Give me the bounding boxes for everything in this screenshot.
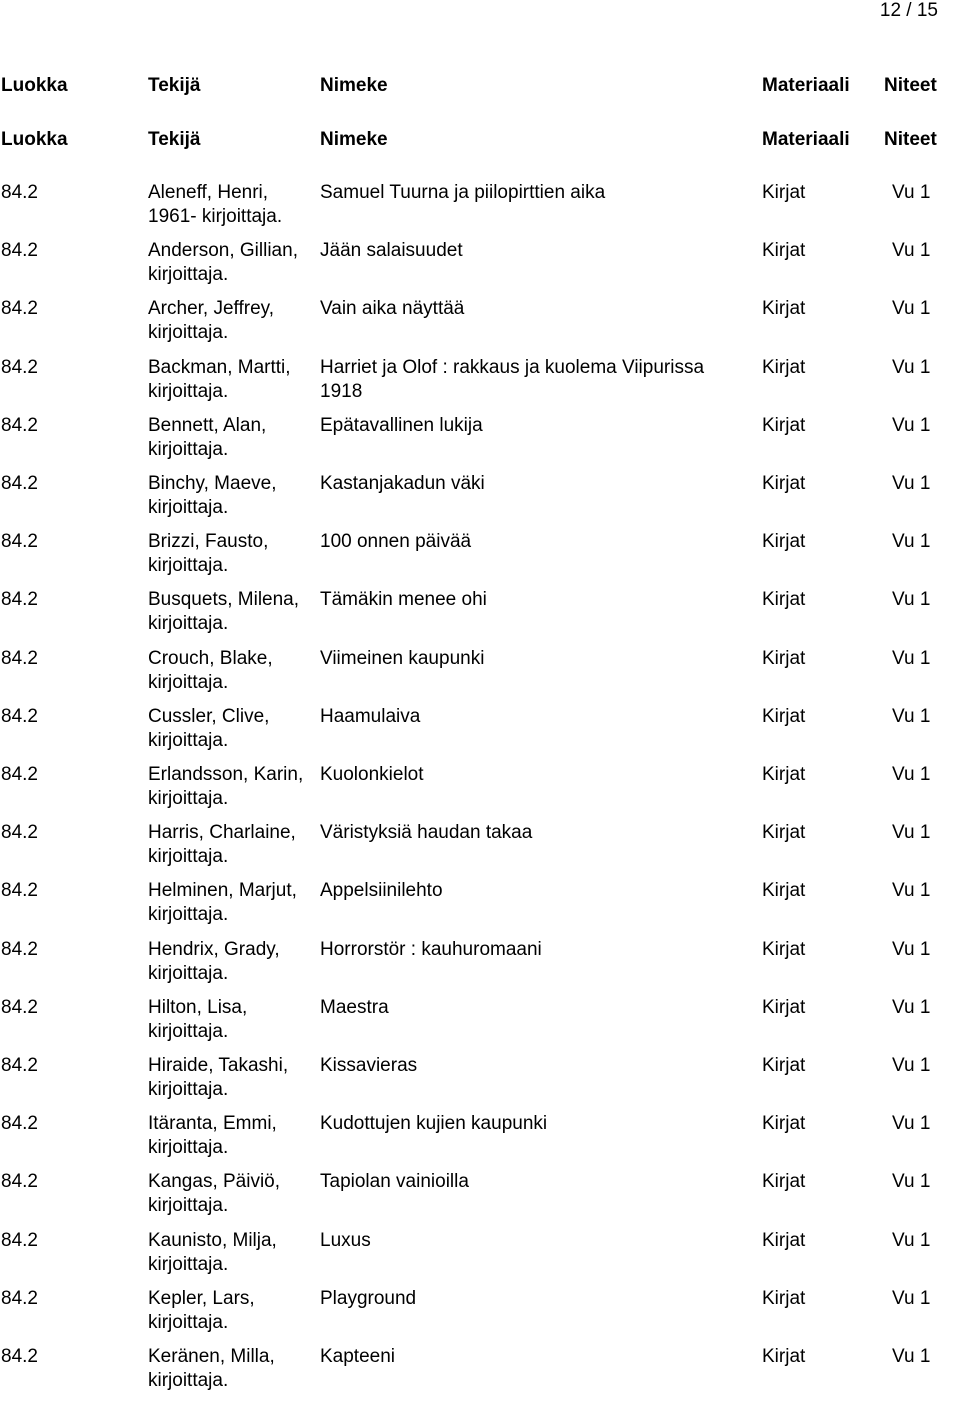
author-name: Harris, Charlaine, [148,822,296,843]
author-name: Backman, Martti, [148,357,291,378]
cell-luokka: 84.2 [1,822,38,843]
cell-nimeke [320,588,750,612]
cell-niteet: Vu 1 [892,240,931,261]
cell-materiaali: Kirjat [762,1113,806,1134]
header-tekija: Tekijä [148,75,201,96]
cell-nimeke [320,1287,750,1311]
cell-materiaali: Kirjat [762,997,806,1018]
cell-tekija [148,647,318,695]
title-line: Appelsiinilehto [320,880,443,901]
author-name: Binchy, Maeve, [148,473,277,494]
cell-niteet: Vu 1 [892,1113,931,1134]
cell-nimeke [320,181,750,205]
cell-tekija [148,938,318,986]
cell-niteet: Vu 1 [892,997,931,1018]
cell-luokka: 84.2 [1,531,38,552]
cell-materiaali: Kirjat [762,939,806,960]
cell-tekija [148,414,318,462]
cell-nimeke [320,1229,750,1253]
title-line: Tämäkin menee ohi [320,589,487,610]
cell-luokka: 84.2 [1,939,38,960]
author-name: Archer, Jeffrey, [148,298,275,319]
title-line: Kastanjakadun väki [320,473,485,494]
cell-tekija [148,763,318,811]
header-tekija: Tekijä [148,129,201,150]
cell-tekija [148,1345,318,1393]
author-role: kirjoittaja. [148,1370,229,1391]
author-role: kirjoittaja. [148,1079,229,1100]
author-name: Erlandsson, Karin, [148,764,304,785]
table-row [0,472,960,530]
author-role: kirjoittaja. [148,613,229,634]
cell-niteet: Vu 1 [892,1171,931,1192]
cell-nimeke [320,356,750,404]
author-role: kirjoittaja. [148,322,229,343]
cell-luokka: 84.2 [1,706,38,727]
cell-tekija [148,1054,318,1102]
cell-nimeke [320,1345,750,1369]
table-row [0,821,960,879]
cell-tekija [148,705,318,753]
header-niteet: Niteet [884,75,937,96]
cell-materiaali: Kirjat [762,473,806,494]
table-row [0,181,960,239]
cell-luokka: 84.2 [1,1230,38,1251]
cell-nimeke [320,647,750,671]
author-role: kirjoittaja. [148,730,229,751]
table-row [0,297,960,355]
cell-niteet: Vu 1 [892,880,931,901]
cell-niteet: Vu 1 [892,1055,931,1076]
cell-materiaali: Kirjat [762,415,806,436]
cell-materiaali: Kirjat [762,298,806,319]
cell-nimeke [320,879,750,903]
title-line: Harriet ja Olof : rakkaus ja kuolema Viipurissa [320,357,705,378]
title-line: Epätavallinen lukija [320,415,483,436]
table-row [0,938,960,996]
title-line: Luxus [320,1230,371,1251]
cell-luokka: 84.2 [1,1113,38,1134]
cell-materiaali: Kirjat [762,1288,806,1309]
header-nimeke: Nimeke [320,75,388,96]
author-name: Hilton, Lisa, [148,997,248,1018]
cell-nimeke [320,705,750,729]
author-role: kirjoittaja. [148,963,229,984]
table-row [0,1287,960,1345]
cell-niteet: Vu 1 [892,939,931,960]
author-name: Busquets, Milena, [148,589,300,610]
table-row [0,647,960,705]
header-luokka: Luokka [1,75,68,96]
cell-luokka: 84.2 [1,1346,38,1367]
author-role: kirjoittaja. [148,672,229,693]
cell-tekija [148,530,318,578]
cell-niteet: Vu 1 [892,764,931,785]
cell-nimeke [320,821,750,845]
author-name: Hiraide, Takashi, [148,1055,289,1076]
cell-nimeke [320,239,750,263]
title-line: Kudottujen kujien kaupunki [320,1113,548,1134]
cell-tekija [148,1170,318,1218]
cell-tekija [148,239,318,287]
author-name: Kaunisto, Milja, [148,1230,277,1251]
author-role: kirjoittaja. [148,439,229,460]
cell-materiaali: Kirjat [762,182,806,203]
cell-nimeke [320,297,750,321]
cell-nimeke [320,1170,750,1194]
author-role: kirjoittaja. [148,1312,229,1333]
cell-nimeke [320,472,750,496]
author-role: 1961- kirjoittaja. [148,206,283,227]
table-header-repeat [0,128,960,152]
author-name: Anderson, Gillian, [148,240,298,261]
cell-nimeke [320,414,750,438]
cell-nimeke [320,1054,750,1078]
author-name: Aleneff, Henri, [148,182,269,203]
cell-luokka: 84.2 [1,1288,38,1309]
cell-tekija [148,472,318,520]
author-role: kirjoittaja. [148,1137,229,1158]
cell-nimeke [320,1112,750,1136]
author-role: kirjoittaja. [148,497,229,518]
cell-materiaali: Kirjat [762,240,806,261]
cell-niteet: Vu 1 [892,357,931,378]
cell-luokka: 84.2 [1,764,38,785]
cell-tekija [148,181,318,229]
table-row [0,763,960,821]
title-line: Kapteeni [320,1346,396,1367]
cell-tekija [148,879,318,927]
title-line: Kissavieras [320,1055,418,1076]
author-name: Itäranta, Emmi, [148,1113,277,1134]
title-line: Viimeinen kaupunki [320,648,485,669]
cell-materiaali: Kirjat [762,764,806,785]
table-header [0,74,960,98]
author-role: kirjoittaja. [148,381,229,402]
cell-niteet: Vu 1 [892,298,931,319]
header-materiaali: Materiaali [762,129,850,150]
author-name: Kangas, Päiviö, [148,1171,281,1192]
cell-materiaali: Kirjat [762,880,806,901]
cell-materiaali: Kirjat [762,357,806,378]
header-nimeke: Nimeke [320,129,388,150]
author-name: Cussler, Clive, [148,706,270,727]
title-line: Haamulaiva [320,706,421,727]
author-role: kirjoittaja. [148,1195,229,1216]
author-role: kirjoittaja. [148,1254,229,1275]
page-indicator: 12 / 15 [879,0,938,21]
cell-niteet: Vu 1 [892,589,931,610]
cell-materiaali: Kirjat [762,706,806,727]
cell-nimeke [320,938,750,962]
cell-luokka: 84.2 [1,648,38,669]
header-materiaali: Materiaali [762,75,850,96]
cell-materiaali: Kirjat [762,648,806,669]
author-role: kirjoittaja. [148,555,229,576]
table-row [0,1345,960,1403]
cell-niteet: Vu 1 [892,415,931,436]
table-row [0,705,960,763]
title-line: Kuolonkielot [320,764,424,785]
cell-tekija [148,356,318,404]
cell-niteet: Vu 1 [892,1346,931,1367]
cell-luokka: 84.2 [1,357,38,378]
author-role: kirjoittaja. [148,1021,229,1042]
author-name: Keränen, Milla, [148,1346,275,1367]
cell-luokka: 84.2 [1,415,38,436]
cell-luokka: 84.2 [1,1055,38,1076]
table-row [0,588,960,646]
cell-tekija [148,1287,318,1335]
cell-tekija [148,1229,318,1277]
cell-materiaali: Kirjat [762,1171,806,1192]
cell-tekija [148,297,318,345]
cell-luokka: 84.2 [1,589,38,610]
table-row [0,414,960,472]
cell-materiaali: Kirjat [762,1346,806,1367]
cell-luokka: 84.2 [1,473,38,494]
cell-niteet: Vu 1 [892,182,931,203]
table-row [0,356,960,414]
cell-luokka: 84.2 [1,997,38,1018]
cell-nimeke [320,530,750,554]
title-line: Väristyksiä haudan takaa [320,822,533,843]
title-line: Jään salaisuudet [320,240,463,261]
header-luokka: Luokka [1,129,68,150]
cell-tekija [148,1112,318,1160]
title-line: 100 onnen päivää [320,531,472,552]
cell-tekija [148,996,318,1044]
table-row [0,530,960,588]
table-row [0,239,960,297]
author-name: Bennett, Alan, [148,415,267,436]
author-role: kirjoittaja. [148,788,229,809]
author-role: kirjoittaja. [148,264,229,285]
cell-niteet: Vu 1 [892,648,931,669]
cell-nimeke [320,763,750,787]
table-row [0,1112,960,1170]
table-row [0,1229,960,1287]
table-row [0,1170,960,1228]
cell-niteet: Vu 1 [892,1230,931,1251]
cell-luokka: 84.2 [1,240,38,261]
table-row [0,1054,960,1112]
title-line-2: 1918 [320,381,363,402]
cell-materiaali: Kirjat [762,822,806,843]
cell-niteet: Vu 1 [892,822,931,843]
cell-luokka: 84.2 [1,1171,38,1192]
title-line: Horrorstör : kauhuromaani [320,939,542,960]
cell-tekija [148,588,318,636]
cell-niteet: Vu 1 [892,706,931,727]
table-row [0,879,960,937]
author-role: kirjoittaja. [148,846,229,867]
author-name: Hendrix, Grady, [148,939,280,960]
author-name: Brizzi, Fausto, [148,531,269,552]
cell-nimeke [320,996,750,1020]
author-name: Kepler, Lars, [148,1288,255,1309]
title-line: Vain aika näyttää [320,298,465,319]
cell-luokka: 84.2 [1,880,38,901]
table-row [0,996,960,1054]
cell-luokka: 84.2 [1,182,38,203]
cell-niteet: Vu 1 [892,531,931,552]
title-line: Tapiolan vainioilla [320,1171,469,1192]
cell-niteet: Vu 1 [892,1288,931,1309]
cell-materiaali: Kirjat [762,1055,806,1076]
cell-niteet: Vu 1 [892,473,931,494]
title-line: Playground [320,1288,417,1309]
cell-materiaali: Kirjat [762,589,806,610]
header-niteet: Niteet [884,129,937,150]
cell-materiaali: Kirjat [762,1230,806,1251]
title-line: Maestra [320,997,389,1018]
author-name: Helminen, Marjut, [148,880,297,901]
cell-tekija [148,821,318,869]
author-name: Crouch, Blake, [148,648,273,669]
author-role: kirjoittaja. [148,904,229,925]
title-line: Samuel Tuurna ja piilopirttien aika [320,182,606,203]
cell-luokka: 84.2 [1,298,38,319]
cell-materiaali: Kirjat [762,531,806,552]
